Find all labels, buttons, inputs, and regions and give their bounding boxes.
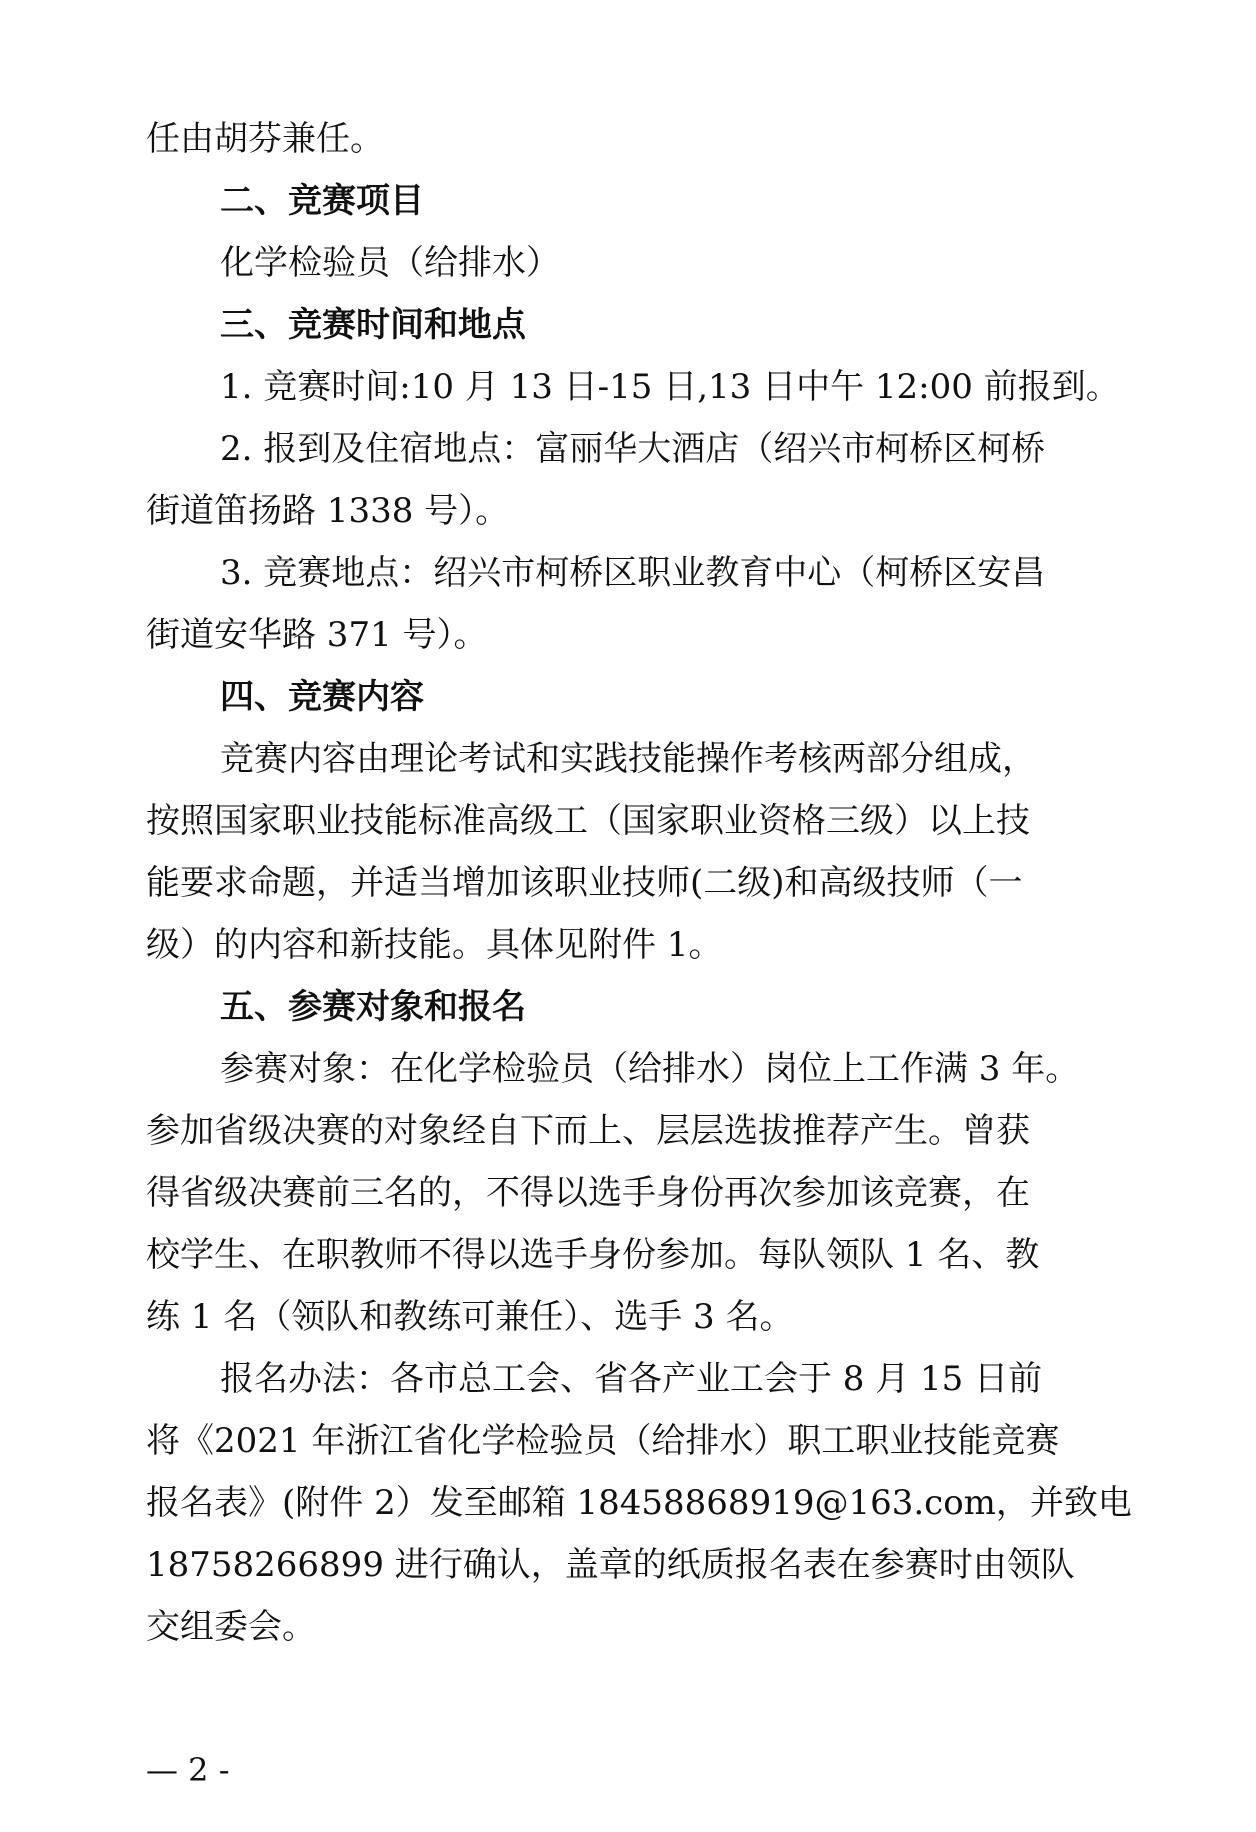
- paragraph-line: 任由胡芬兼任。: [146, 119, 384, 159]
- section-heading-competition-project: 二、竞赛项目: [220, 181, 424, 221]
- paragraph-line: 得省级决赛前三名的，不得以选手身份再次参加该竞赛，在: [146, 1173, 1030, 1213]
- page-number: — 2 -: [146, 1751, 230, 1789]
- paragraph-line: 1. 竞赛时间:10 月 13 日-15 日,13 日中午 12:00 前报到。: [220, 367, 1120, 407]
- paragraph-line: 报名办法：各市总工会、省各产业工会于 8 月 15 日前: [220, 1359, 1043, 1399]
- paragraph-line: 街道安华路 371 号）。: [146, 615, 488, 655]
- paragraph-line: 交组委会。: [146, 1607, 316, 1647]
- paragraph-line: 3. 竞赛地点：绍兴市柯桥区职业教育中心（柯桥区安昌: [220, 553, 1046, 593]
- paragraph-line: 竞赛内容由理论考试和实践技能操作考核两部分组成，: [220, 739, 1036, 779]
- paragraph-line: 参赛对象：在化学检验员（给排水）岗位上工作满 3 年。: [220, 1049, 1080, 1089]
- paragraph-line: 街道笛扬路 1338 号）。: [146, 491, 510, 531]
- section-heading-time-and-place: 三、竞赛时间和地点: [220, 305, 526, 345]
- paragraph-line: 校学生、在职教师不得以选手身份参加。每队领队 1 名、教: [146, 1235, 1040, 1275]
- paragraph-line: 将《2021 年浙江省化学检验员（给排水）职工职业技能竞赛: [146, 1421, 1060, 1461]
- section-heading-competition-content: 四、竞赛内容: [220, 677, 424, 717]
- section-heading-participants-and-registration: 五、参赛对象和报名: [220, 987, 526, 1027]
- paragraph-line: 按照国家职业技能标准高级工（国家职业资格三级）以上技: [146, 801, 1030, 841]
- paragraph-line: 级）的内容和新技能。具体见附件 1。: [146, 925, 723, 965]
- paragraph-line: 报名表》(附件 2）发至邮箱 18458868919@163.com，并致电: [146, 1483, 1132, 1523]
- paragraph-line: 练 1 名（领队和教练可兼任）、选手 3 名。: [146, 1297, 794, 1337]
- paragraph-line: 参加省级决赛的对象经自下而上、层层选拔推荐产生。曾获: [146, 1111, 1030, 1151]
- paragraph-line: 2. 报到及住宿地点：富丽华大酒店（绍兴市柯桥区柯桥: [220, 429, 1046, 469]
- document-body: [146, 108, 1132, 1658]
- paragraph-line: 能要求命题，并适当增加该职业技师(二级)和高级技师（一: [146, 863, 1023, 903]
- paragraph-line: 18758266899 进行确认，盖章的纸质报名表在参赛时由领队: [146, 1545, 1075, 1585]
- paragraph-line: 化学检验员（给排水）: [220, 243, 560, 283]
